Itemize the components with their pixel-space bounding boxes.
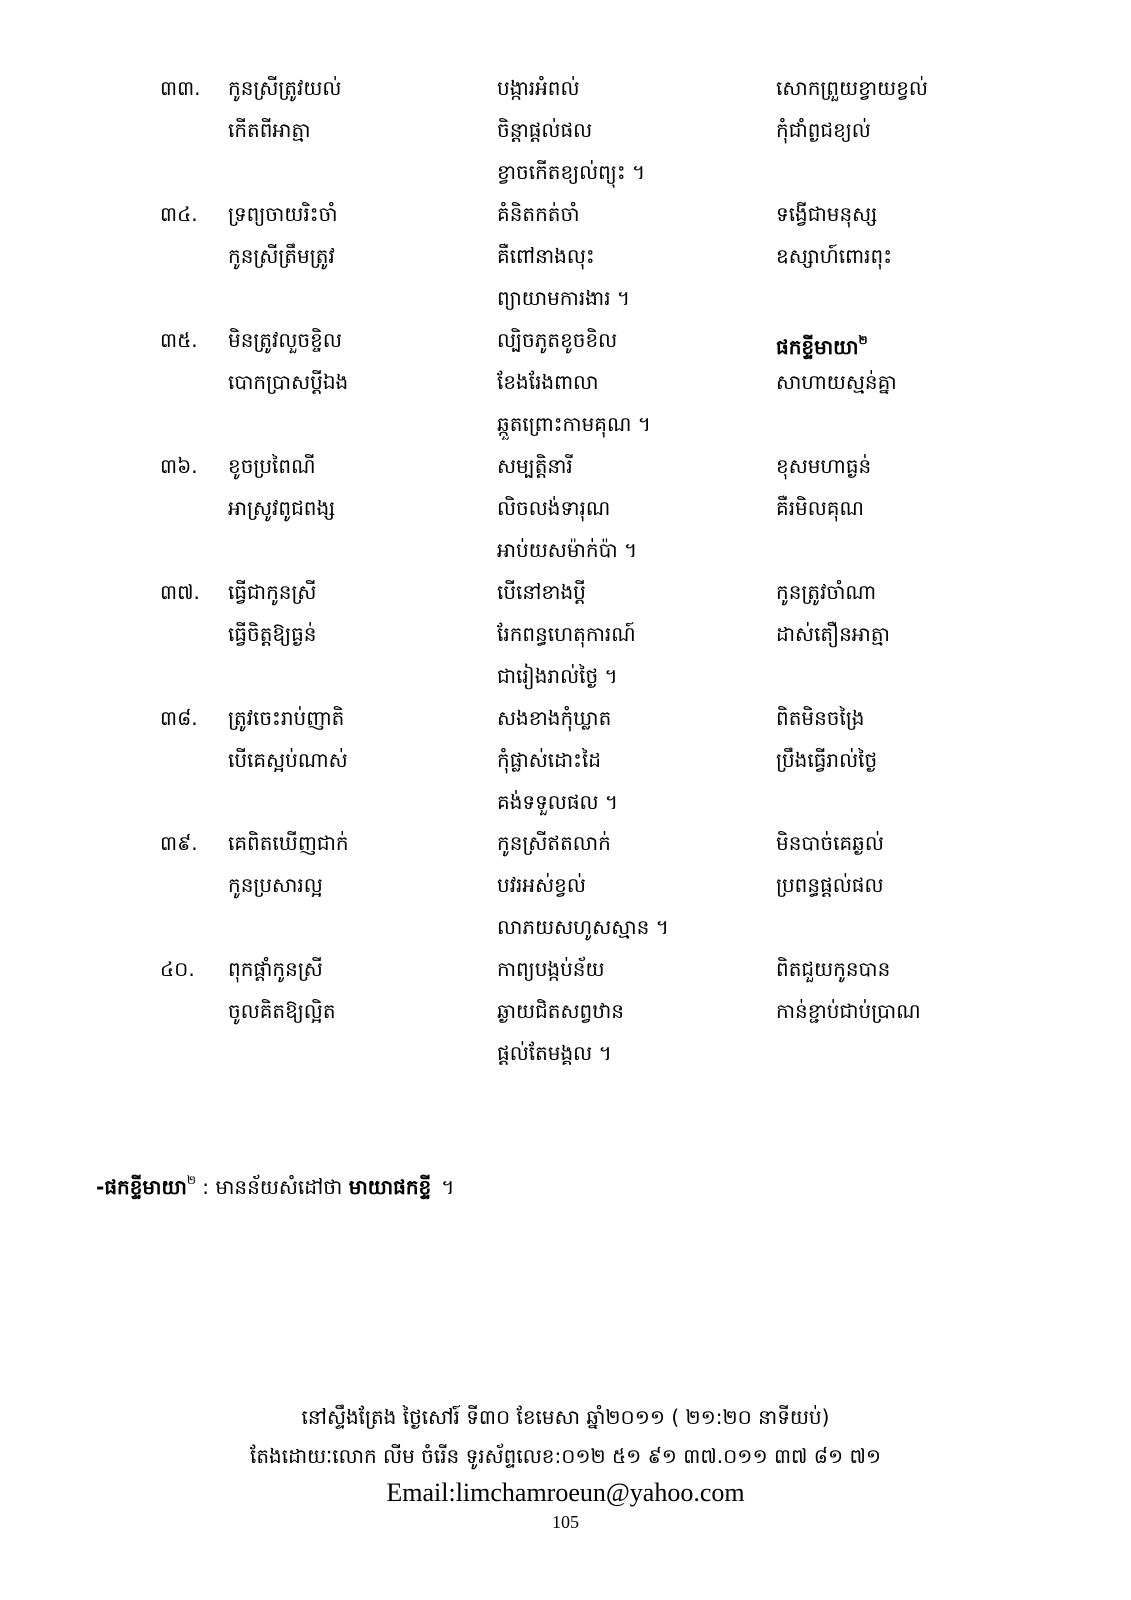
verse-line: កូនស្រីឥតលាក់ (497, 831, 611, 855)
verse-line: បោកប្រាសប្តីឯង (228, 370, 349, 394)
verse-line: ខូចប្រពៃណី (228, 454, 316, 478)
note-mark: ២ (858, 333, 868, 347)
footnote (96, 1172, 454, 1204)
verse-line: រែកពន្ធហេតុការណ៍ (497, 622, 636, 646)
verse-line: គឺរមិលគុណ (776, 496, 864, 520)
verse-line: ពិតជួយកូនបាន (776, 957, 891, 981)
verse-line: ឧស្សាហ៍ពោរពុះ (776, 244, 893, 268)
verse-line: សោកព្រួយខ្វាយខ្វល់ (776, 76, 928, 100)
verse-line: ពិតមិនចង្រៃ (776, 706, 865, 730)
footer-email: Email:limchamroeun@yahoo.com (386, 1478, 745, 1507)
verse-line: លាភយសហូសស្មាន ។ (497, 915, 669, 939)
verse-line: គឺពៅនាងលុះ (497, 244, 595, 268)
verse-line: ឆ្កួតព្រោះកាមគុណ ។ (497, 412, 651, 436)
verse-line: សាហាយស្មន់គ្នា (776, 370, 897, 394)
verse-line: ត្រូវចេះរាប់ញាតិ (228, 706, 345, 730)
verse-line: បើនៅខាងប្តី (497, 580, 586, 604)
verse-line: ដាស់តឿនអាត្មា (776, 622, 890, 646)
verse-line: កាន់ខ្ជាប់ជាប់ប្រាណ (776, 999, 921, 1023)
verse-line: ប្រពន្ធផ្តល់ផល (776, 873, 884, 897)
verse-line: កុំផ្លាស់ដោះដៃ (497, 748, 602, 772)
verse-line: សងខាងកុំឃ្លាត (497, 706, 612, 730)
footnote-definition: : មានន័យសំដៅថា (195, 1175, 349, 1199)
verse-line: លិចលង់ទារុណ (497, 496, 611, 520)
verse-line: អាប់យសម៉ាក់ប៉ា ។ (497, 538, 638, 562)
verse-line: កុំជាំព្ងជខ្យល់ (776, 118, 871, 142)
verse-line: ល្បិចភូតខូចខិល (497, 328, 618, 352)
footer-author-phone: តែងដោយៈលោក លីម ចំរើន ទូរស័ព្ទលេខ:០១២ ៥១ ៩១ ៣៧.០១១ ៣៧ ៨១ ៧១ (249, 1444, 881, 1468)
verse-line: ទង្វើជាមនុស្ស (776, 202, 878, 226)
verse-number: ៣៨. (160, 706, 198, 730)
verse-line: បង្ការអំពល់ (497, 76, 580, 100)
verse-line: កូនស្រីត្រូវយល់ (228, 76, 342, 100)
verse-line: ប្រឹងធ្វើរាល់ថ្ងៃ (776, 748, 878, 772)
verse-line: អាស្រូវពូជពង្ស (228, 496, 336, 520)
verse-line: ចូលគិតឱ្យល្អិត (228, 999, 336, 1023)
verse-number: ៣៩. (160, 831, 198, 855)
verse-number: ៣៧. (160, 580, 200, 604)
footnote-end: ។ (441, 1175, 455, 1199)
verse-line: ឆ្ងាយជិតសព្វឋាន (497, 999, 624, 1023)
verse-number: ៤០. (160, 957, 195, 981)
verse-line: សម្បត្តិនារី (497, 454, 573, 478)
verse-line: កើតពីអាត្មា (228, 118, 311, 142)
page-number: 105 (552, 1512, 579, 1532)
footnote-meaning: មាយាផកខ្ទី (348, 1175, 432, 1199)
verse-number: ៣៥. (160, 328, 198, 352)
verse-line: មិនបាច់គេឆ្ងល់ (776, 831, 884, 855)
footnote-term: ផកខ្ទីមាយា (104, 1175, 187, 1199)
verse-line: មិនត្រូវលួចខ្ចិល (228, 328, 342, 352)
verse-line: ពុកផ្តាំកូនស្រី (228, 957, 323, 981)
verse-line: កូនស្រីត្រឹមត្រូវ (228, 244, 335, 268)
verse-line: គំនិតកត់ចាំ (497, 202, 580, 226)
verse-line: ធ្វើចិត្តឱ្យធ្ងន់ (228, 622, 317, 646)
verse-line: កាព្យបង្កប់ន័យ (497, 957, 605, 981)
verse-line: កូនត្រូវចាំណា (776, 580, 877, 604)
verse-line: ផ្តល់តែមង្គល ។ (497, 1041, 612, 1065)
footnote-mark: ២ (186, 1173, 196, 1187)
footer-location-date: នៅស្ទឹងត្រែង ថ្ងៃសៅរ៍ ទី៣០ ខែមេសា ឆ្នាំ២០១១ ( ២១:២០ នាទីយប់) (301, 1405, 830, 1429)
verse-line: បើគេស្អប់ណាស់ (228, 748, 348, 772)
verse-line: បវរអស់ខ្វល់ (497, 873, 586, 897)
verse-line: ព្យាយាមការងារ ។ (497, 286, 631, 310)
verse-number: ៣៣. (160, 76, 201, 100)
verse-number: ៣៤. (160, 202, 198, 226)
verse-line: គង់ទទួលផល ។ (497, 790, 619, 814)
verse-line: ធ្វើជាកូនស្រី (228, 580, 317, 604)
footnote-prefix: - (96, 1175, 105, 1199)
verse-line: ជារៀងរាល់ថ្ងៃ ។ (497, 664, 618, 688)
verse-line: ខ្វាចកើតខ្យល់ព្យុះ ។ (497, 160, 646, 184)
verse-line: ខុសមហាធ្ងន់ (776, 454, 872, 478)
verse-line: កូនប្រសារល្អ (228, 873, 323, 897)
verse-line: ខែងរែងពាលា (497, 370, 599, 394)
verse-number: ៣៦. (160, 454, 198, 478)
bold-term: ផកខ្ទីមាយា (776, 335, 859, 359)
verse-line: ចិន្តាផ្តល់ផល (497, 118, 593, 142)
verse-line: ទ្រព្យចាយរិះចាំ (228, 202, 338, 226)
verse-line: គេពិតឃើញជាក់ (228, 831, 349, 855)
